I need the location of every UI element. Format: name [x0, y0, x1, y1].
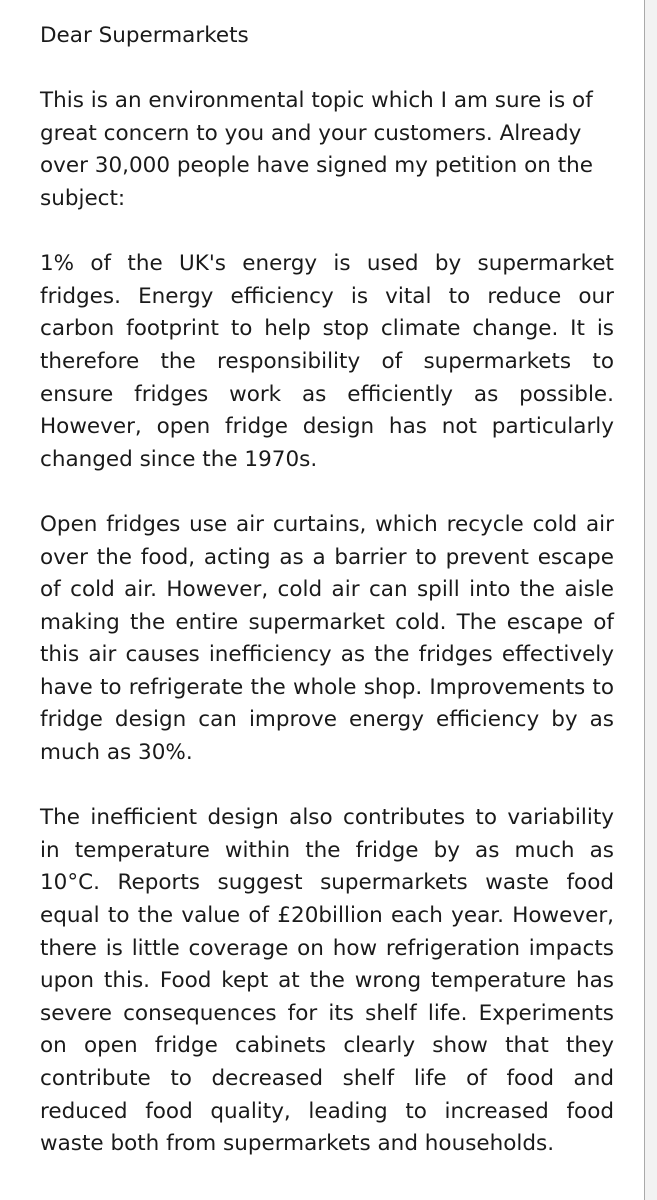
salutation: Dear Supermarkets [40, 23, 249, 48]
page-edge-margin [645, 0, 657, 1200]
paragraph-intro: This is an environmental topic which I am sure is of great concern to you and your customers. Already over 30,000 people have signed my petition on the subject: [40, 88, 593, 211]
paragraph-food-waste: The inefficient design also contributes to variability in temperature within the fridge by as much as 10°C. Reports suggest supermarkets waste food equal to the value of £20billion each year. However, there is little coverage on how refrigeration impacts upon this. Food kept at the wrong temperature has severe consequences for its shelf life. Experiments on open fridge cabinets clearly show that they contribute to decreased shelf life of food and reduced food quality, leading to increased food waste both from supermarkets and households. [40, 805, 614, 1157]
paragraph-air-curtains: Open fridges use air curtains, which recycle cold air over the food, acting as a barrier to prevent escape of cold air. However, cold air can spill into the aisle making the entire supermarket cold. The escape of this air causes inefficiency as the fridges effectively have to refrigerate the whole shop. Improvements to fridge design can improve energy efficiency by as much as 30%. [40, 511, 614, 766]
paragraph-energy: 1% of the UK's energy is used by supermarket fridges. Energy efficiency is vital to reduce our carbon footprint to help stop climate change. It is therefore the responsibility of supermarkets to ensure fridges work as efficiently as possible. However, open fridge design has not particularly changed since the 1970s. [40, 251, 614, 472]
letter-body [40, 20, 614, 1161]
